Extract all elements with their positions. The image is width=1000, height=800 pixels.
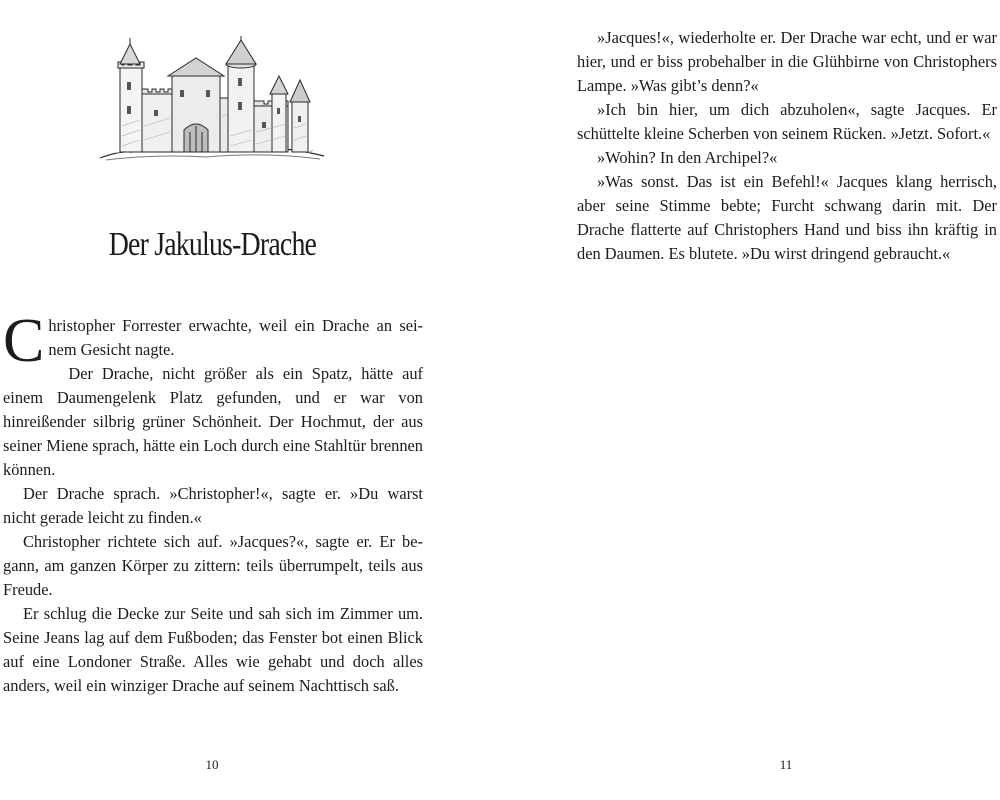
castle-illustration-icon — [96, 36, 328, 166]
paragraph: Er schlug die Decke zur Seite und sah sich im Zimmer um. Seine Jeans lag auf dem Fußboden; das Fenster bot einen Blick auf eine Londoner Straße. Alles wie gehabt und doch alles anders, weil ein winziger Drache auf seinem Nachttisch saß. — [3, 604, 423, 695]
paragraph: »Was sonst. Das ist ein Befehl!« Jacques klang herrisch, aber seine Stimme bebte; Furcht schwang darin mit. Der Drache flatterte auf Christophers Hand und biss ihn kräftig in den Daumen. Es blutete. »Du wirst dringend gebraucht.« — [577, 172, 997, 263]
paragraph: »Ich bin hier, um dich abzuholen«, sagte Jacques. Er schüttelte kleine Scherben von seinem Rücken. »Jetzt. Sofort.« — [577, 100, 997, 143]
left-page-text — [3, 307, 423, 698]
page-number-left: 10 — [205, 757, 219, 772]
chapter-title: Der Jakulus-Drache — [108, 226, 317, 263]
page-number-right: 11 — [779, 757, 793, 772]
paragraph: Der Drache sprach. »Christopher!«, sagte er. »Du warst nicht gerade leicht zu finden.« — [3, 484, 423, 527]
dropcap: C — [3, 307, 45, 375]
paragraph: Der Drache, nicht größer als ein Spatz, hätte auf einem Daumengelenk Platz gefunden, und er war von hinreißender silbrig grüner Schönheit. Der Hochmut, der aus seiner Miene sprach, hätte ein Loch durch eine Stahltür brennen können. — [3, 364, 423, 479]
right-page — [500, 0, 1000, 800]
opening-paragraph — [3, 307, 423, 375]
right-page-text — [577, 26, 997, 266]
paragraph: Christopher richtete sich auf. »Jacques?«, sagte er. Er begann, am ganzen Körper zu zittern: teils überrumpelt, teils aus Freude. — [3, 532, 423, 599]
paragraph: »Wohin? In den Archipel?« — [597, 148, 778, 167]
opening-paragraph-text: hristopher Forrester erwachte, weil ein Drache an seinem Gesicht nagte. — [48, 316, 423, 359]
paragraph: »Jacques!«, wiederholte er. Der Drache war echt, und er war hier, und er biss probehalber in die Glühbirne von Christophers Lampe. »Was gibt’s denn?« — [577, 28, 997, 95]
